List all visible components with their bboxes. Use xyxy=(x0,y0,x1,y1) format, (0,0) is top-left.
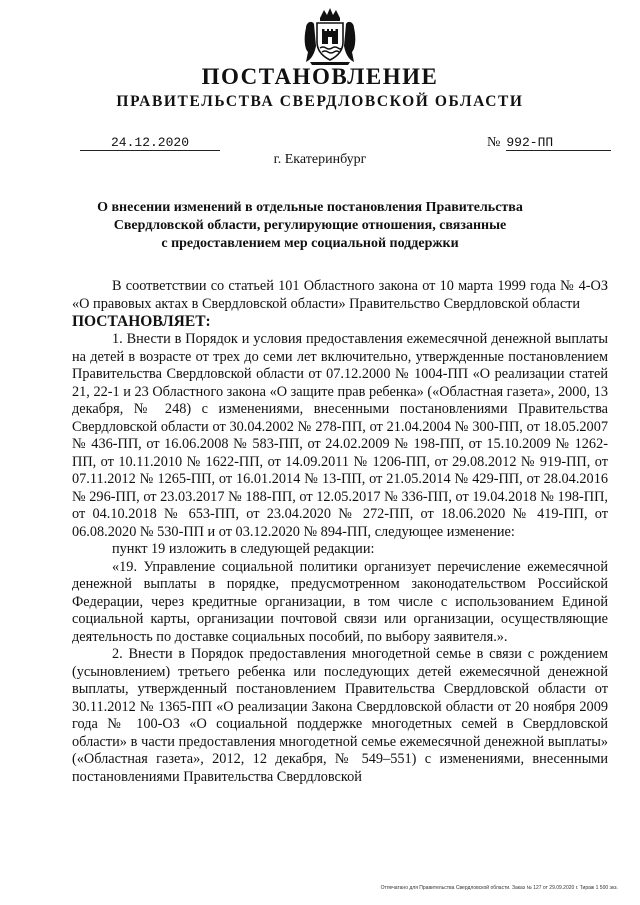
decree-heading: ПОСТАНОВЛЯЕТ: xyxy=(72,313,211,330)
number-underline xyxy=(506,150,611,151)
item-1-sub-paragraph: пункт 19 изложить в следующей редакции: xyxy=(112,541,375,557)
document-body xyxy=(72,278,608,786)
document-title: ПОСТАНОВЛЕНИЕ xyxy=(201,64,439,89)
document-subject xyxy=(80,199,540,253)
date-underline xyxy=(80,150,220,151)
document-date: 24.12.2020 xyxy=(110,135,189,150)
number-value: 992-ПП xyxy=(506,135,554,150)
subject-line-1: О внесении изменений в отдельные постановления Правительства xyxy=(97,200,523,215)
item-1-quote-paragraph: «19. Управление социальной политики организует перечисление ежемесячной денежной выплаты в порядке, предусмотренном законодательством Российской Федерации, через кредитные организации, в том числе с использованием Единой социальной карты, организации почтовой связи или организации, осуществляющие деятельность по доставке социальных пособий, по выбору заявителя.». xyxy=(72,558,608,645)
intro-paragraph: В соответствии со статьей 101 Областного закона от 10 марта 1999 года № 4-ОЗ «О правовых актах в Свердловской области» Правительство Свердловской области xyxy=(72,278,608,312)
document-city: г. Екатеринбург xyxy=(273,152,367,167)
print-note: Отпечатано для Правительства Свердловской области. Заказ № 127 от 29.09.2020 г. Тираж 1 500 экз. xyxy=(380,885,618,891)
number-sign: № xyxy=(487,135,501,150)
subject-line-3: с предоставлением мер социальной поддержки xyxy=(161,236,459,251)
document-issuer: ПРАВИТЕЛЬСТВА СВЕРДЛОВСКОЙ ОБЛАСТИ xyxy=(116,93,524,110)
document-number xyxy=(487,135,612,151)
subject-line-2: Свердловской области, регулирующие отношения, связанные xyxy=(113,218,507,233)
item-1-paragraph: 1. Внести в Порядок и условия предоставления ежемесячной денежной выплаты на детей в возрасте от трех до семи лет включительно, утвержденные постановлением Правительства Свердловской области от 07.12.2000 № 1004-ПП «О реализации статей 21, 22-1 и 23 Областного закона «О защите прав ребенка» («Областная газета», 2000, 13 декабря, № 248) с изменениями, внесенными постановлениями Правительства Свердловской области от 30.04.2002 № 278-ПП, от 21.04.2004 № 300-ПП, от 18.05.2007 № 436-ПП, от 16.06.2008 № 583-ПП, от 24.02.2009 № 198-ПП, от 15.10.2009 № 1262-ПП, от 10.11.2010 № 1622-ПП, от 14.09.2011 № 1206-ПП, от 29.08.2012 № 919-ПП, от 07.11.2012 № 1265-ПП, от 16.01.2014 № 13-ПП, от 21.05.2014 № 429-ПП, от 28.04.2016 № 296-ПП, от 23.03.2017 № 188-ПП, от 12.05.2017 № 336-ПП, от 19.04.2018 № 198-ПП, от 04.10.2018 № 653-ПП, от 23.04.2020 № 272-ПП, от 18.06.2020 № 419-ПП, от 06.08.2020 № 530-ПП и от 03.12.2020 № 894-ПП, следующее изменение: xyxy=(72,331,608,540)
item-2-paragraph: 2. Внести в Порядок предоставления многодетной семье в связи с рождением (усыновлением) третьего ребенка или последующих детей ежемесячной денежной выплаты, утвержденный постановлением Правительства Свердловской области от 30.11.2012 № 1365-ПП «О реализации Закона Свердловской области от 20 ноября 2009 года № 100-ОЗ «О социальной поддержке многодетных семей в Свердловской области» в части предоставления многодетной семье ежемесячной денежной выплаты» («Областная газета», 2012, 12 декабря, № 549–551) с изменениями, внесенными постановлениями Правительства Свердловской xyxy=(72,646,608,785)
coat-of-arms-icon xyxy=(300,6,360,66)
